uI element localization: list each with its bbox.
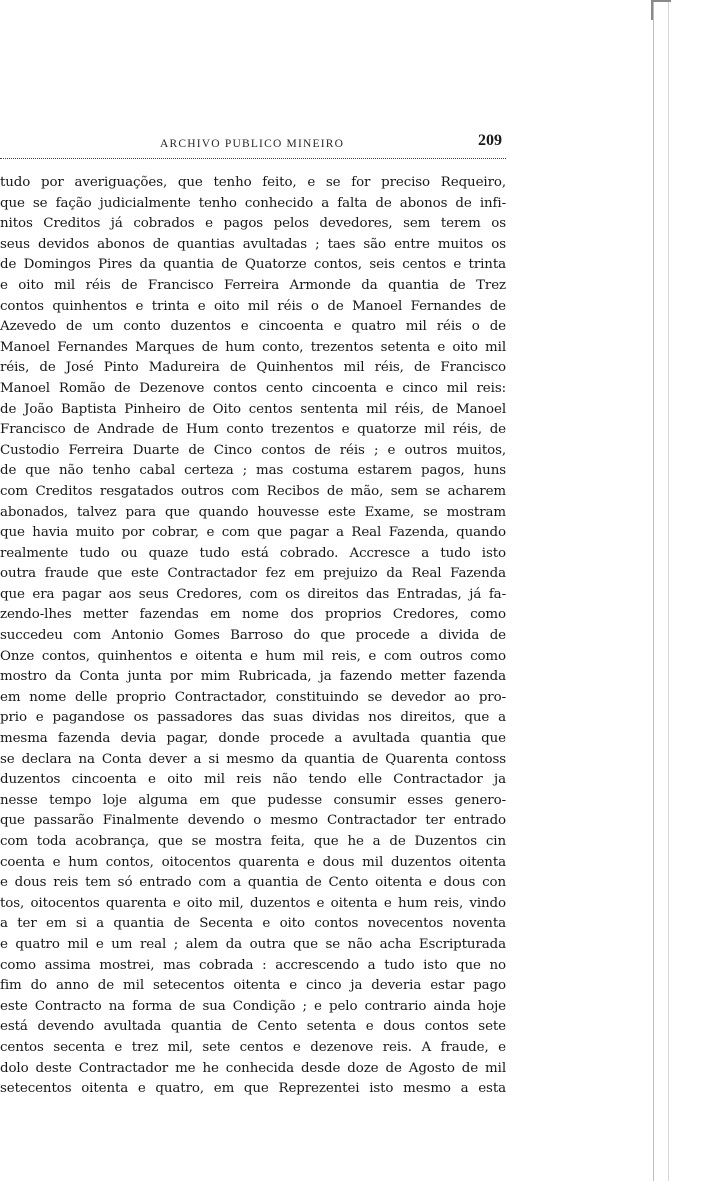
text-line: abonados, talvez para que quando houvesse este Exame, se mostram [0, 504, 506, 520]
text-line: de João Baptista Pinheiro de Oito centos sententa mil réis, de Manoel [0, 401, 506, 417]
text-line: setecentos oitenta e quatro, em que Reprezentei isto mesmo a esta [0, 1081, 506, 1097]
text-line: contos quinhentos e trinta e oito mil réis o de Manoel Fernandes de [0, 298, 506, 314]
text-line: zendo-lhes metter fazendas em nome dos proprios Credores, como [0, 607, 506, 623]
text-line: este Contracto na forma de sua Condição ; e pelo contrario ainda hoje [0, 998, 506, 1014]
text-line: dolo deste Contractador me he conhecida desde doze de Agosto de mil [0, 1060, 506, 1076]
running-header [0, 130, 515, 158]
text-line: prio e pagandose os passadores das suas dividas nos direitos, que a [0, 710, 506, 726]
text-line: com toda acobrança, que se mostra feita, que he a de Duzentos cin [0, 834, 506, 849]
running-header-title: ARCHIVO PUBLICO MINEIRO [160, 138, 345, 150]
text-line: se declara na Conta dever a si mesmo da quantia de Quarenta contoss [0, 751, 506, 767]
text-line: centos secenta e trez mil, sete centos e dezenove reis. A fraude, e [0, 1039, 506, 1055]
text-line: Onze contos, quinhentos e oitenta e hum mil reis, e com outros como [0, 648, 506, 664]
text-line: de Domingos Pires da quantia de Quatorze contos, seis centos e trinta [0, 257, 506, 273]
text-line: de que não tenho cabal certeza ; mas costuma estarem pagos, huns [0, 463, 506, 479]
text-line: tudo por averiguações, que tenho feito, e se for preciso Requeiro, [0, 175, 506, 190]
text-line: Azevedo de um conto duzentos e cincoenta e quatro mil réis o de [0, 319, 506, 335]
text-line: com Creditos resgatados outros com Recibos de mão, sem se acharem [0, 483, 506, 499]
text-line: seus devidos abonos de quantias avultadas ; taes são entre muitos os [0, 236, 506, 252]
text-line: Manoel Fernandes Marques de hum conto, trezentos setenta e oito mil [0, 339, 506, 355]
text-line: mostro da Conta junta por mim Rubricada, ja fazendo metter fazenda [0, 669, 506, 685]
text-line: está devendo avultada quantia de Cento setenta e dous contos sete [0, 1019, 506, 1035]
text-line: tos, oitocentos quarenta e oito mil, duzentos e oitenta e hum reis, vindo [0, 895, 506, 911]
text-line: mesma fazenda devia pagar, donde procede a avultada quantia que [0, 731, 506, 747]
text-line: e dous reis tem só entrado com a quantia de Cento oitenta e dous con [0, 875, 506, 891]
page-number: 209 [478, 132, 502, 149]
text-line: réis, de José Pinto Madureira de Quinhentos mil réis, de Francisco [0, 360, 506, 376]
text-line: como assima mostrei, mas cobrada : accrescendo a tudo isto que no [0, 957, 506, 973]
binding-hook-mark [651, 0, 671, 20]
text-line: outra fraude que este Contractador fez em prejuizo da Real Fazenda [0, 566, 506, 582]
text-line: coenta e hum contos, oitocentos quarenta e dous mil duzentos oitenta [0, 854, 506, 870]
text-line: e quatro mil e um real ; alem da outra que se não acha Escripturada [0, 936, 506, 952]
text-line: e oito mil réis de Francisco Ferreira Armonde da quantia de Trez [0, 277, 506, 293]
text-line: em nome delle proprio Contractador, constituindo se devedor ao pro- [0, 689, 506, 705]
text-line: Francisco de Andrade de Hum conto trezentos e quatorze mil réis, de [0, 422, 506, 438]
text-line: que havia muito por cobrar, e com que pagar a Real Fazenda, quando [0, 525, 506, 541]
text-line: nitos Creditos já cobrados e pagos pelos devedores, sem terem os [0, 216, 506, 232]
text-line: que se fação judicialmente tenho conhecido a falta de abonos de infi- [0, 195, 506, 211]
text-line: succedeu com Antonio Gomes Barroso do que procede a divida de [0, 628, 506, 644]
text-line: que passarão Finalmente devendo o mesmo Contractador ter entrado [0, 813, 506, 829]
text-line: que era pagar aos seus Credores, com os direitos das Entradas, já fa- [0, 586, 506, 602]
text-line: a ter em si a quantia de Secenta e oito contos novecentos noventa [0, 916, 506, 932]
text-line: Custodio Ferreira Duarte de Cinco contos de réis ; e outros muitos, [0, 442, 506, 458]
text-line: nesse tempo loje alguma em que pudesse consumir esses genero- [0, 792, 506, 808]
page-edge-binding [653, 0, 669, 1181]
header-divider [0, 158, 506, 159]
text-line: Manoel Romão de Dezenove contos cento cincoenta e cinco mil reis: [0, 380, 506, 396]
text-line: duzentos cincoenta e oito mil reis não tendo elle Contractador ja [0, 772, 506, 788]
text-line: fim do anno de mil setecentos oitenta e cinco ja deveria estar pago [0, 978, 506, 994]
text-line: realmente tudo ou quaze tudo está cobrado. Accresce a tudo isto [0, 545, 506, 561]
body-text [0, 173, 506, 1100]
